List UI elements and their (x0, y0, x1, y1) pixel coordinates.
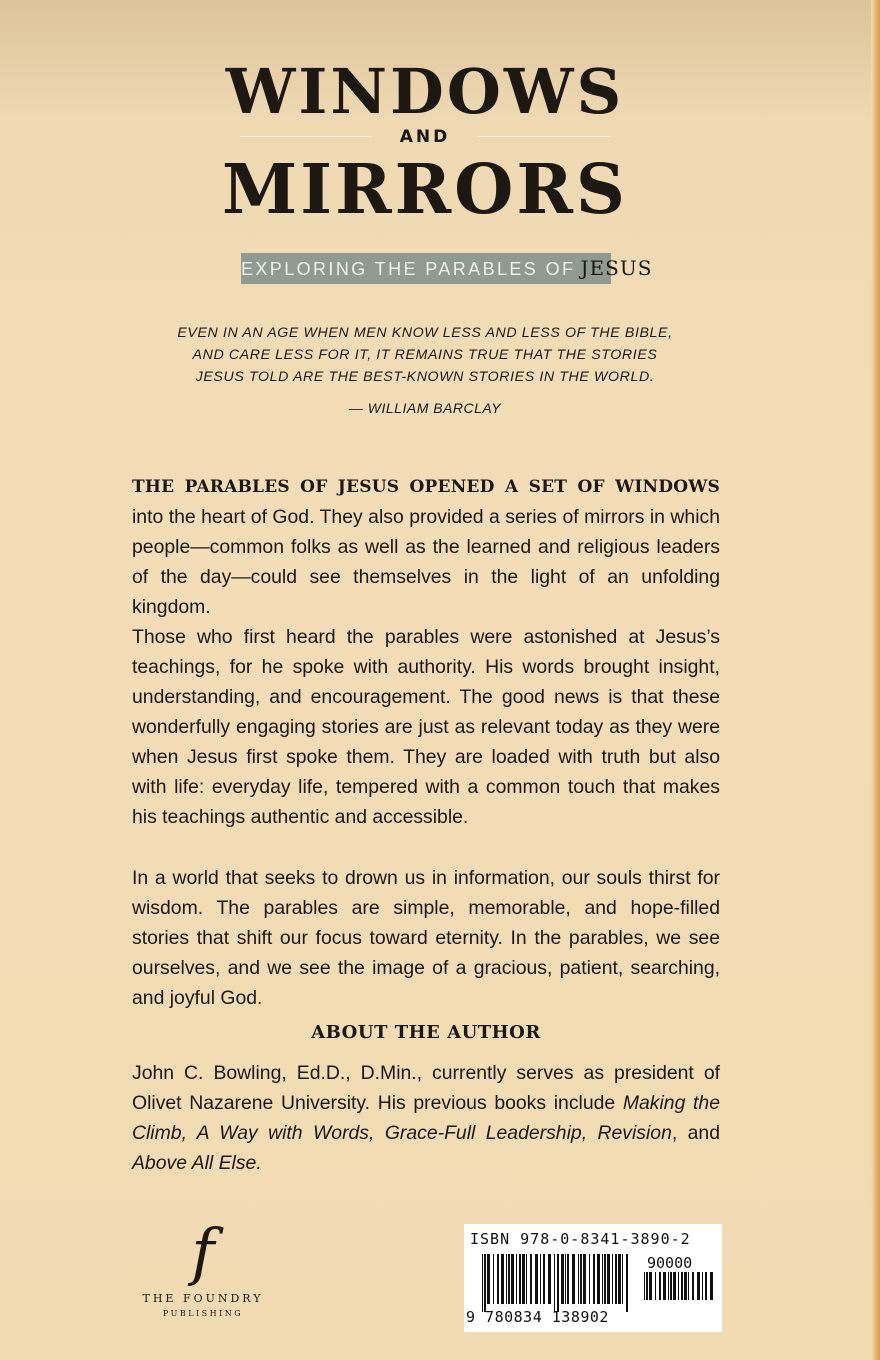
barcode-bar (684, 1272, 687, 1300)
barcode-bar (655, 1272, 656, 1300)
barcode-bar (622, 1254, 623, 1304)
subtitle-banner (241, 253, 653, 284)
title-and-row (240, 126, 610, 148)
barcode-bar (688, 1272, 689, 1300)
price-code: 90000 (647, 1254, 693, 1272)
book-title: Above All Else (132, 1152, 257, 1174)
barcode-bar (593, 1254, 595, 1304)
book-title: A Way with Words (196, 1122, 370, 1144)
barcode-bar (530, 1254, 532, 1304)
barcode-bar (511, 1254, 514, 1304)
foundry-f-icon: f (191, 1215, 215, 1288)
barcode-bar (604, 1254, 606, 1304)
barcode-bar (508, 1254, 510, 1304)
quote-attribution: — WILLIAM BARCLAY (348, 400, 502, 416)
barcode-bar (482, 1254, 483, 1312)
barcode-bar (578, 1254, 579, 1304)
book-separator: , (181, 1122, 197, 1144)
barcode-bar (535, 1254, 538, 1304)
barcode-bar (673, 1272, 676, 1300)
barcode-bar (519, 1254, 521, 1304)
barcode-bar (649, 1272, 652, 1300)
barcode-bar (589, 1254, 590, 1304)
barcode-bar (626, 1254, 628, 1312)
quote-line: EVEN IN AN AGE WHEN MEN KNOW LESS AND LESS OF THE BIBLE, (177, 325, 673, 341)
barcode-bar (548, 1254, 551, 1304)
description-paragraph-3: In a world that seeks to drown us in information, our souls thirst for wisdom. The parables are simple, memorable, and hope-filled stories that shift our focus toward eternity. In the parables, we see ourselves, and we see the image of a gracious, patient, searching, and joyful God. (132, 867, 720, 1009)
barcode-bar (540, 1254, 541, 1304)
barcode-bar (561, 1254, 564, 1304)
description-text: into the heart of God. They also provided a series of mirrors in which people—common folks as well as the learned and religious leaders of the day—could see themselves in the light of an unfolding kingdom. (132, 506, 720, 618)
barcode-bar (692, 1272, 694, 1300)
bio-end: . (256, 1152, 262, 1174)
description-paragraph-1 (132, 471, 720, 622)
barcode-bar (697, 1272, 700, 1300)
description-lead-in: THE PARABLES OF JESUS OPENED A SET OF WINDOWS (132, 477, 720, 497)
barcode-bar (501, 1254, 504, 1304)
barcode-bar (659, 1272, 661, 1300)
barcode-bar (618, 1254, 621, 1304)
barcode-bar (484, 1254, 486, 1312)
barcode-bar (493, 1254, 494, 1304)
isbn-label: ISBN 978-0-8341-3890-2 (470, 1230, 691, 1248)
barcode-bar (612, 1254, 613, 1304)
barcode-bar (646, 1272, 648, 1300)
barcode-bar (705, 1272, 707, 1300)
barcode-bar (522, 1254, 525, 1304)
publisher-subname: PUBLISHING (162, 1309, 244, 1318)
title-rule-right (478, 136, 610, 137)
barcode-bar (567, 1254, 569, 1304)
barcode-bar (702, 1272, 703, 1300)
barcode-bar (668, 1272, 669, 1300)
ean-digits: 9 780834 138902 (466, 1308, 609, 1326)
bio-text: John C. Bowling, Ed.D., D.Min., currently serves as president of Olivet Nazarene University. His previous books include (132, 1062, 720, 1114)
book-separator: , (581, 1122, 598, 1144)
barcode-bar (526, 1254, 527, 1304)
barcode-bar (580, 1254, 582, 1304)
quote-line: AND CARE LESS FOR IT, IT REMAINS TRUE THAT THE STORIES (192, 347, 658, 363)
epigraph-quote (160, 322, 690, 388)
book-title: Grace-Full Leadership (384, 1122, 582, 1144)
barcode-bar (565, 1254, 566, 1304)
barcode-bar (572, 1254, 575, 1304)
barcode-bar (583, 1254, 586, 1304)
about-author-heading: ABOUT THE AUTHOR (311, 1022, 541, 1043)
publisher-name: THE FOUNDRY (142, 1292, 264, 1305)
cover-edge-stripe (871, 0, 880, 1360)
title-line-windows: WINDOWS (225, 55, 625, 128)
about-author-bio (132, 1058, 720, 1178)
barcode-bar (678, 1272, 679, 1300)
barcode-bar (670, 1272, 672, 1300)
book-separator: , and (671, 1122, 721, 1144)
barcode-bar (554, 1254, 555, 1312)
barcode-bar (681, 1272, 683, 1300)
barcode-bar (615, 1254, 617, 1304)
book-separator: , (369, 1122, 385, 1144)
subtitle-prefix: EXPLORING THE PARABLES OF (241, 259, 576, 279)
barcode-bar (516, 1254, 517, 1304)
barcode-bar (644, 1272, 645, 1300)
barcode-bar (602, 1254, 603, 1304)
book-title: Making the Climb (132, 1092, 720, 1144)
barcode-bar (543, 1254, 545, 1304)
book-title: Revision (597, 1122, 672, 1144)
barcode-bar (487, 1254, 490, 1304)
quote-line: JESUS TOLD ARE THE BEST-KNOWN STORIES IN THE WORLD. (195, 369, 655, 385)
barcode-bar (597, 1254, 600, 1304)
title-line-mirrors: MIRRORS (222, 150, 628, 230)
publisher-logo (128, 1215, 278, 1321)
barcode-bar (506, 1254, 507, 1304)
barcode-bar (710, 1272, 713, 1300)
subtitle-emphasis: JESUS (580, 256, 653, 280)
barcode-bar (497, 1254, 499, 1304)
barcode-bar (663, 1272, 666, 1300)
barcode-bar (557, 1254, 559, 1312)
isbn-barcode (464, 1224, 722, 1332)
barcode-bar (607, 1254, 610, 1304)
title-line-and: AND (399, 127, 451, 147)
description-paragraph-2: Those who first heard the parables were astonished at Jesus’s teachings, for he spoke with authority. His words brought insight, understanding, and encouragement. The good news is that these wonderfully engaging stories are just as relevant today as they were when Jesus first spoke them. They are loaded with truth but also with life: everyday life, tempered with a common touch that makes his teachings authentic and accessible. (132, 626, 720, 828)
